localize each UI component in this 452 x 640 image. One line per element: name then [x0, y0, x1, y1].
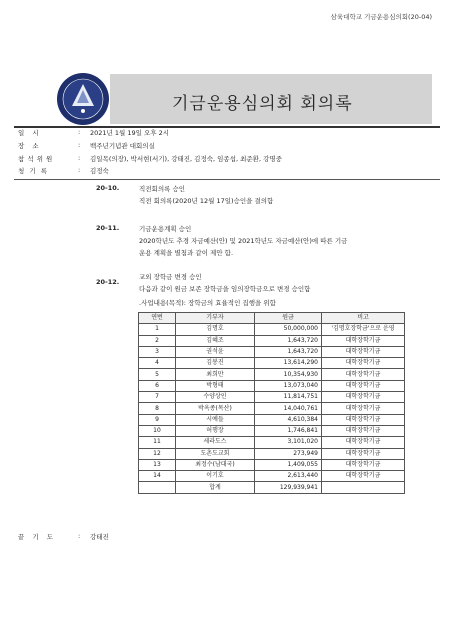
column-header: 원금: [255, 313, 322, 324]
agenda-line-purpose: .사업내용(목적): 장학금의 효율적인 집행을 위함: [139, 299, 276, 307]
cell-donor: 도촌도교회: [176, 448, 255, 459]
table-row: [139, 414, 405, 425]
column-header: 기부자: [176, 313, 255, 324]
cell-note: 대학장학기금: [322, 358, 405, 369]
cell-note: 대학장학기금: [322, 380, 405, 391]
page-title: 기금운용심의회 회의록: [172, 94, 353, 114]
table-total-row: [139, 482, 405, 493]
cell-no: 8: [139, 403, 176, 414]
cell-no: 3: [139, 346, 176, 357]
cell-donor: 박형태: [176, 380, 255, 391]
scholarship-table: [138, 312, 405, 494]
signature-label: 끝 기 도: [18, 533, 56, 541]
cell-donor: 김봉진: [176, 358, 255, 369]
cell-donor: 최정수(남대국): [176, 459, 255, 470]
table-row: [139, 358, 405, 369]
table-row: [139, 459, 405, 470]
info-label: 일 시: [18, 129, 42, 137]
cell-donor: 이기호: [176, 471, 255, 482]
cell-note: 대학장학기금: [322, 459, 405, 470]
cell-no: 10: [139, 425, 176, 436]
agenda-line: 운용 계획을 별첨과 같이 제안 함.: [139, 249, 234, 257]
total-value: 129,939,941: [255, 482, 322, 493]
column-header: 연번: [139, 313, 176, 324]
cell-no: 12: [139, 448, 176, 459]
cell-amount: 11,814,751: [255, 392, 322, 403]
cell-amount: 1,746,841: [255, 425, 322, 436]
agenda-line: 다음과 같이 원금 보존 장학금을 임의장학금으로 변경 승인함: [139, 285, 311, 293]
cell-amount: 1,643,720: [255, 346, 322, 357]
agenda-title: 직전회의록 승인: [139, 185, 186, 193]
table-row: [139, 324, 405, 335]
cell-amount: 50,000,000: [255, 324, 322, 335]
info-label: 참 석 위 원: [18, 155, 53, 163]
info-value: 김정숙: [90, 167, 109, 175]
cell-note: 대학장학기금: [322, 335, 405, 346]
total-label: 합계: [176, 482, 255, 493]
cell-no: 7: [139, 392, 176, 403]
cell-donor: 김혜조: [176, 335, 255, 346]
cell-amount: 13,073,040: [255, 380, 322, 391]
cell-note: '김명호장학금'으로 운영: [322, 324, 405, 335]
table-row: [139, 392, 405, 403]
university-seal-logo: [56, 72, 110, 126]
cell-no: 9: [139, 414, 176, 425]
signature-value: 강태진: [90, 533, 109, 541]
cell-donor: 권석윤: [176, 346, 255, 357]
cell-no: 11: [139, 437, 176, 448]
cell-note: 대학장학기금: [322, 392, 405, 403]
cell-no: 2: [139, 335, 176, 346]
cell-donor: 최희만: [176, 369, 255, 380]
cell-note: 대학장학기금: [322, 425, 405, 436]
agenda-number: 20-10.: [96, 184, 120, 192]
agenda-line: 2020학년도 추경 자금예산(안) 및 2021학년도 자금예산(안)에 따른 기금: [139, 237, 348, 245]
cell-note: 대학장학기금: [322, 346, 405, 357]
cell-note: 대학장학기금: [322, 369, 405, 380]
cell-amount: 2,613,440: [255, 471, 322, 482]
agenda-line: 직전 회의록(2020년 12월 17일)승인을 결의함: [139, 197, 274, 205]
info-row-recorder: 청 기 록 : 김정숙: [18, 166, 109, 175]
cell-amount: 1,409,055: [255, 459, 322, 470]
table-row: [139, 471, 405, 482]
cell-donor: 수양상인: [176, 392, 255, 403]
info-value: 김일목(의장), 박서현(서기), 강태진, 김정숙, 임종섭, 최준환, 강명중: [90, 155, 282, 163]
table-row: [139, 437, 405, 448]
info-value: 2021년 1월 19일 오후 2시: [90, 129, 170, 137]
cell-amount: 13,614,290: [255, 358, 322, 369]
table-row: [139, 403, 405, 414]
table-header-row: [139, 313, 405, 324]
signature-row: 끝 기 도 : 강태진: [18, 532, 109, 541]
info-row-attendees: 참 석 위 원 : 김일목(의장), 박서현(서기), 강태진, 김정숙, 임종섭, 최준환, 강명중: [18, 154, 282, 163]
table-row: [139, 335, 405, 346]
table-row: [139, 369, 405, 380]
cell-amount: 14,040,761: [255, 403, 322, 414]
table-row: [139, 346, 405, 357]
cell-amount: 3,101,020: [255, 437, 322, 448]
cell-no: 5: [139, 369, 176, 380]
table-row: [139, 425, 405, 436]
cell-no: 1: [139, 324, 176, 335]
info-row-place: 장 소 : 백주년기념관 대회의실: [18, 141, 155, 150]
cell-amount: 1,643,720: [255, 335, 322, 346]
cell-no: 6: [139, 380, 176, 391]
cell-empty: [139, 482, 176, 493]
cell-no: 13: [139, 459, 176, 470]
cell-note: 대학장학기금: [322, 403, 405, 414]
cell-no: 14: [139, 471, 176, 482]
cell-note: 대학장학기금: [322, 437, 405, 448]
cell-empty: [322, 482, 405, 493]
cell-donor: 김명호: [176, 324, 255, 335]
cell-amount: 4,610,384: [255, 414, 322, 425]
agenda-number: 20-11.: [96, 224, 120, 232]
info-value: 백주년기념관 대회의실: [90, 142, 155, 150]
cell-amount: 10,354,930: [255, 369, 322, 380]
cell-donor: 시예들: [176, 414, 255, 425]
cell-no: 4: [139, 358, 176, 369]
cell-note: 대학장학기금: [322, 448, 405, 459]
table-row: [139, 448, 405, 459]
cell-donor: 세라도스: [176, 437, 255, 448]
info-row-date: 일 시 : 2021년 1월 19일 오후 2시: [18, 128, 170, 137]
cell-donor: 박옥종(목산): [176, 403, 255, 414]
cell-donor: 허행장: [176, 425, 255, 436]
cell-amount: 273,949: [255, 448, 322, 459]
column-header: 비고: [322, 313, 405, 324]
agenda-number: 20-12.: [96, 278, 120, 286]
info-label: 청 기 록: [18, 167, 49, 175]
info-label: 장 소: [18, 142, 42, 150]
agenda-title: 기금운용계획 승인: [139, 225, 192, 233]
agenda-title: 교외 장학금 변경 승인: [139, 273, 202, 281]
document-id: 삼육대학교 기금운용심의회(20-04): [330, 13, 432, 21]
cell-note: 대학장학기금: [322, 471, 405, 482]
info-rule: [14, 179, 440, 180]
cell-note: 대학장학기금: [322, 414, 405, 425]
table-row: [139, 380, 405, 391]
